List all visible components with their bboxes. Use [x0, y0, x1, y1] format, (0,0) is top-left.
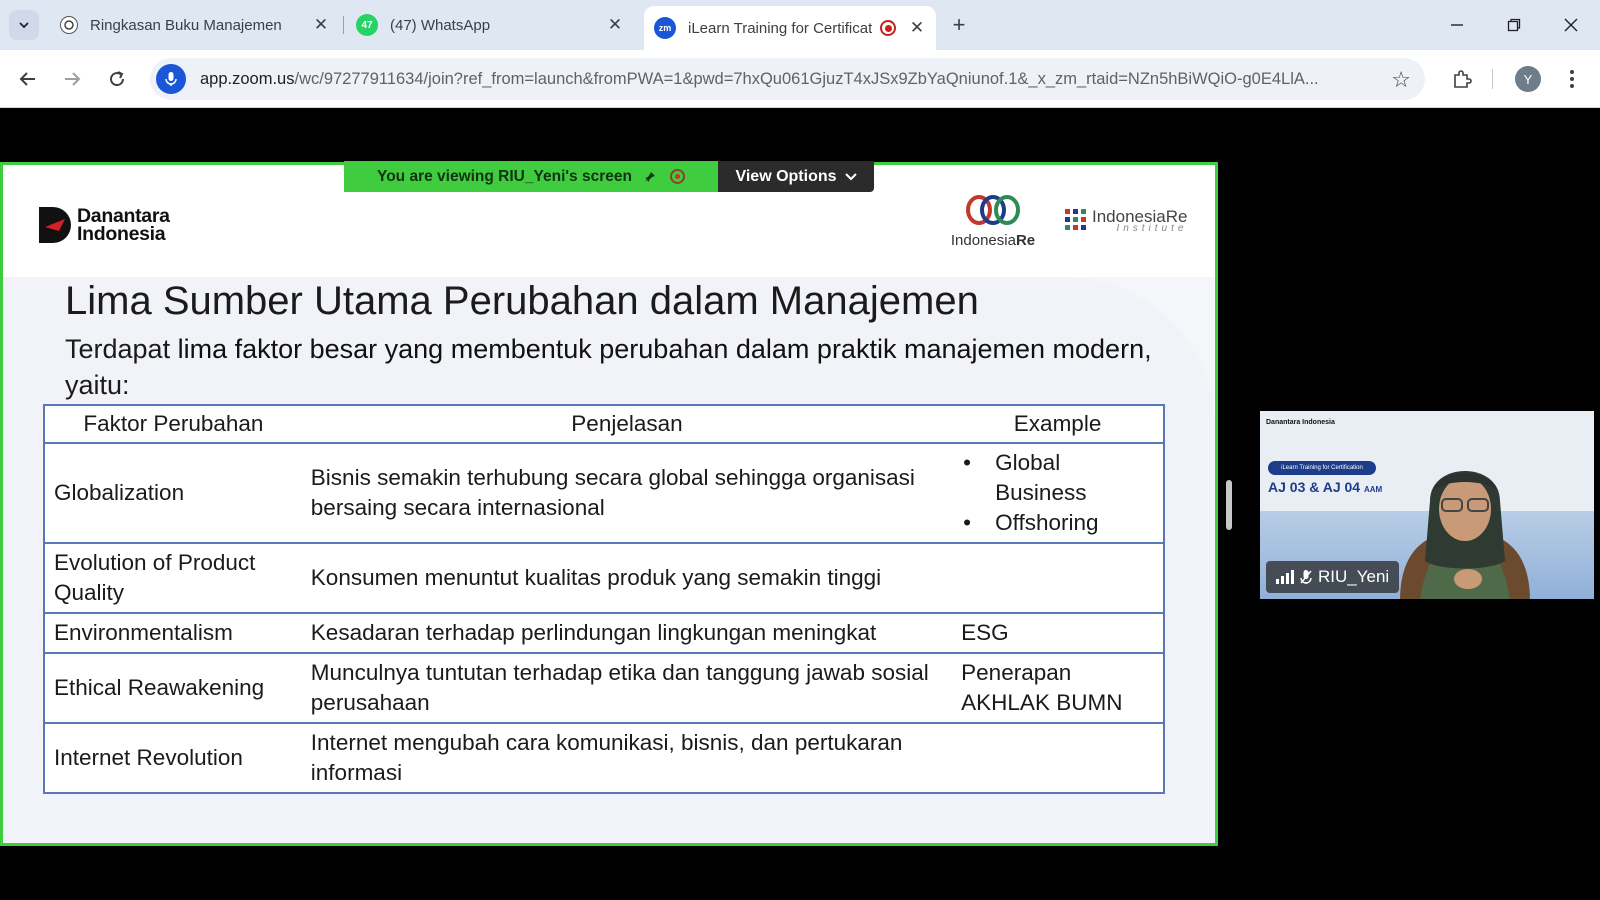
video-slide-pill: iLearn Training for Certification — [1268, 461, 1376, 475]
url-text[interactable]: app.zoom.us/wc/97277911634/join?ref_from=launch&fromPWA=1&pwd=7hxQu061GjuzT4xJSx9ZbYaQniunof.1&_x_zm_rtaid=NZn5hBiWQiO-g0E4LlA... — [200, 69, 1319, 88]
video-slide-code: AJ 03 & AJ 04 AAM — [1268, 479, 1383, 495]
factors-table — [43, 404, 1165, 794]
shared-screen — [0, 162, 1218, 846]
close-icon — [1564, 18, 1578, 32]
extensions-button[interactable] — [1446, 63, 1478, 95]
table-cell: Penerapan AKHLAK BUMN — [952, 653, 1164, 723]
table-cell: Bisnis semakin terhubung secara global sehingga organisasi bersaing secara internasional — [302, 443, 952, 543]
share-banner — [344, 161, 718, 192]
table-cell: Internet mengubah cara komunikasi, bisnis, dan pertukaran informasi — [302, 723, 952, 793]
table-row — [44, 543, 1164, 613]
more-vertical-icon — [1569, 69, 1575, 89]
arrow-right-icon — [63, 70, 81, 88]
zoom-icon: zm — [654, 17, 676, 39]
browser-toolbar — [0, 50, 1600, 108]
share-banner-text: You are viewing RIU_Yeni's screen — [377, 167, 632, 185]
tab-title: Ringkasan Buku Manajemen — [90, 16, 282, 34]
table-cell: ESG — [952, 613, 1164, 653]
table-cell: Konsumen menuntut kualitas produk yang semakin tinggi — [302, 543, 952, 613]
participant-video-tile[interactable] — [1260, 411, 1594, 599]
table-cell: Evolution of Product Quality — [44, 543, 302, 613]
logo-line: Indonesia — [77, 223, 166, 245]
microphone-icon[interactable] — [156, 64, 186, 94]
close-icon[interactable]: ✕ — [909, 18, 925, 37]
tab-title: iLearn Training for Certificat — [688, 19, 872, 37]
logo-text: Indonesia — [950, 232, 1016, 249]
list-item: • Global Business — [961, 448, 1154, 508]
indonesia-re-logo — [943, 195, 1043, 249]
bookmark-star-icon[interactable]: ☆ — [1391, 67, 1411, 92]
table-cell — [952, 543, 1164, 613]
logo-text: IndonesiaRe — [1092, 207, 1188, 226]
logo-text: Institute — [1116, 223, 1188, 234]
chevron-down-icon — [17, 18, 31, 32]
new-tab-button[interactable]: + — [952, 12, 966, 37]
table-cell — [952, 443, 1164, 543]
table-row — [44, 443, 1164, 543]
table-cell: Kesadaran terhadap perlindungan lingkungan meningkat — [302, 613, 952, 653]
danantara-logo — [39, 207, 170, 243]
participant-name: RIU_Yeni — [1318, 567, 1390, 586]
table-cell: Ethical Reawakening — [44, 653, 302, 723]
profile-avatar[interactable]: Y — [1515, 66, 1541, 92]
tab-whatsapp[interactable] — [346, 7, 634, 43]
gallery-resize-handle[interactable] — [1226, 480, 1232, 530]
participant-name-label — [1266, 561, 1399, 593]
pin-icon[interactable] — [644, 171, 656, 183]
table-header: Example — [952, 405, 1164, 443]
tab-separator — [343, 16, 344, 34]
logo-text: Re — [1015, 232, 1036, 249]
chevron-down-icon — [845, 173, 857, 181]
list-item: • Offshoring — [961, 508, 1154, 538]
browser-tab-bar — [0, 0, 1600, 50]
address-bar[interactable] — [150, 58, 1425, 100]
mic-muted-icon — [1300, 569, 1312, 585]
slide-subtitle: Terdapat lima faktor besar yang membentuk perubahan dalam praktik manajemen modern, yaitu: — [65, 334, 1152, 400]
forward-button[interactable] — [55, 62, 89, 96]
recording-icon — [880, 20, 896, 36]
puzzle-icon — [1452, 69, 1472, 89]
tab-ringkasan[interactable] — [50, 7, 340, 43]
close-window-button[interactable] — [1551, 10, 1591, 40]
table-row — [44, 723, 1164, 793]
logo-line: Danantara — [77, 205, 170, 227]
dots-icon — [1065, 209, 1086, 230]
whatsapp-icon: 47 — [356, 14, 378, 36]
video-slide-logo: Danantara Indonesia — [1266, 419, 1335, 426]
table-cell: Munculnya tuntutan terhadap etika dan tanggung jawab sosial perusahaan — [302, 653, 952, 723]
restore-button[interactable] — [1494, 10, 1534, 40]
table-row — [44, 613, 1164, 653]
table-cell: Internet Revolution — [44, 723, 302, 793]
close-icon[interactable]: ✕ — [607, 15, 623, 34]
minimize-button[interactable] — [1437, 10, 1477, 40]
table-header: Faktor Perubahan — [44, 405, 302, 443]
indonesiare-institute-logo — [1065, 207, 1187, 234]
record-icon[interactable] — [670, 169, 685, 184]
tab-search-button[interactable] — [9, 10, 39, 40]
reload-icon — [108, 70, 126, 88]
table-cell: Globalization — [44, 443, 302, 543]
table-row — [44, 653, 1164, 723]
toolbar-separator — [1492, 69, 1493, 89]
table-header: Penjelasan — [302, 405, 952, 443]
slide-title: Lima Sumber Utama Perubahan dalam Manajemen — [65, 279, 979, 323]
rings-icon — [961, 195, 1025, 225]
minimize-icon — [1450, 18, 1464, 32]
arrow-left-icon — [19, 70, 37, 88]
view-options-label: View Options — [735, 167, 837, 185]
danantara-mark-icon — [39, 207, 71, 243]
tab-ilearn[interactable] — [644, 6, 936, 50]
openai-icon — [60, 16, 78, 34]
table-cell: Environmentalism — [44, 613, 302, 653]
browser-menu-button[interactable] — [1556, 63, 1588, 95]
tab-title: (47) WhatsApp — [390, 16, 491, 34]
restore-icon — [1507, 18, 1521, 32]
view-options-button[interactable] — [718, 161, 874, 192]
close-icon[interactable]: ✕ — [313, 15, 329, 34]
reload-button[interactable] — [100, 62, 134, 96]
participant-person-image — [1380, 441, 1550, 599]
table-cell — [952, 723, 1164, 793]
signal-icon — [1276, 570, 1294, 584]
back-button[interactable] — [11, 62, 45, 96]
